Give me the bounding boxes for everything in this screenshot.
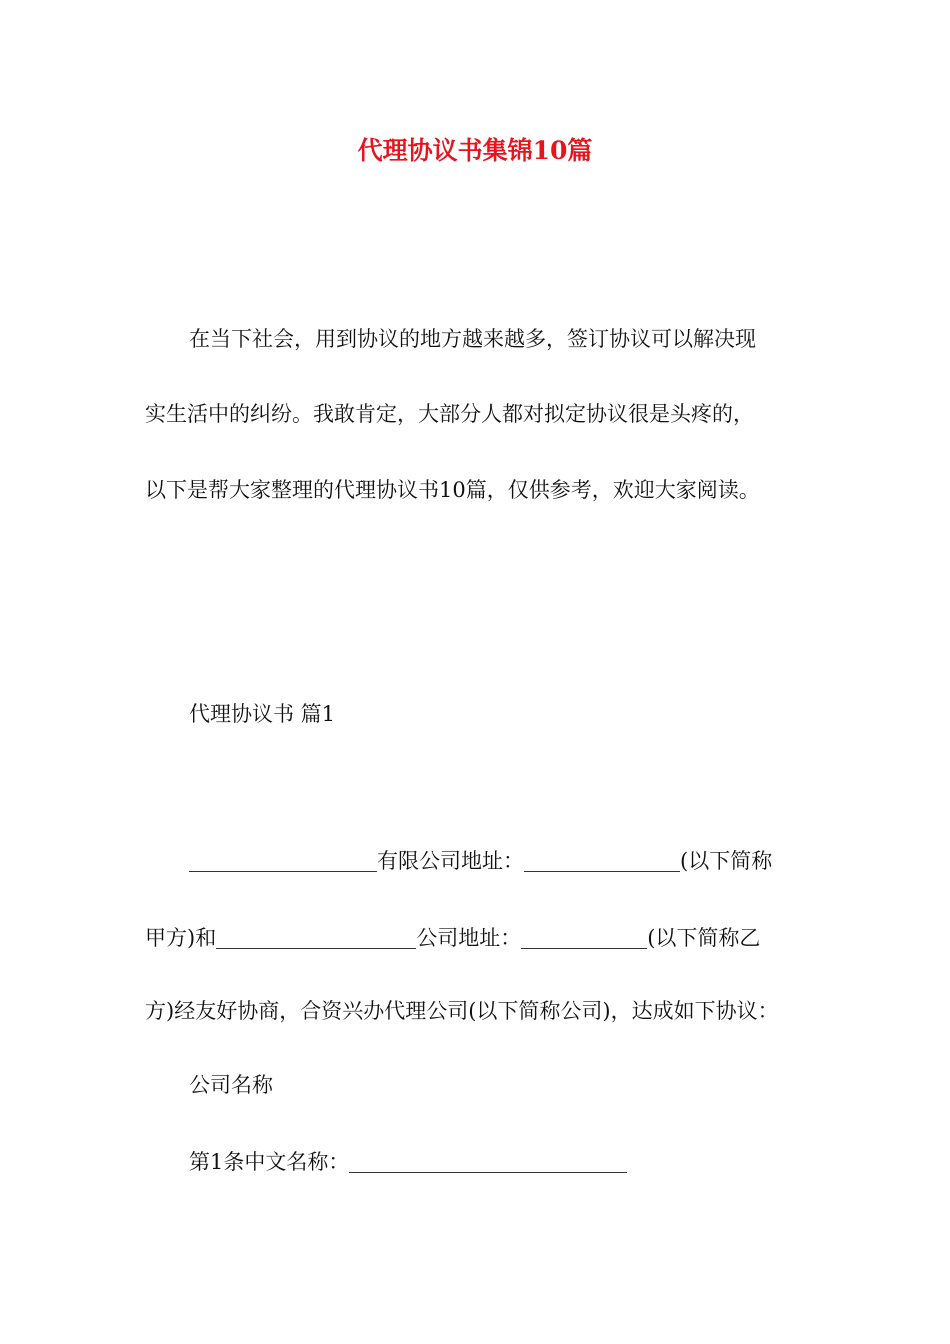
article-1-label: 第1条中文名称： bbox=[189, 1150, 350, 1174]
intro-line-2: 实生活中的纠纷。我敢肯定，大部分人都对拟定协议很是头疼的， bbox=[145, 402, 754, 426]
abbr-label-b: (以下简称乙 bbox=[647, 926, 761, 950]
party-b-address-blank bbox=[521, 928, 647, 949]
party-b-name-blank bbox=[216, 928, 416, 949]
party-a-and-text: 甲方)和 bbox=[145, 926, 217, 950]
chinese-name-blank bbox=[349, 1152, 627, 1173]
intro-line-3: 以下是帮大家整理的代理协议书10篇，仅供参考，欢迎大家阅读。 bbox=[145, 478, 760, 502]
party-b-address-label: 公司地址： bbox=[416, 926, 522, 950]
document-title: 代理协议书集锦10篇 bbox=[357, 136, 593, 165]
party-a-name-blank bbox=[189, 851, 377, 872]
agreement-paragraph-line-1 bbox=[189, 846, 772, 876]
article-1-line bbox=[189, 1147, 627, 1177]
agreement-paragraph-line-3: 方)经友好协商，合资兴办代理公司(以下简称公司)，达成如下协议： bbox=[145, 999, 779, 1023]
party-a-address-label: 有限公司地址： bbox=[377, 849, 524, 873]
section-heading: 代理协议书 篇1 bbox=[189, 702, 336, 726]
agreement-paragraph-line-2 bbox=[145, 923, 760, 953]
abbr-label-a: (以下简称 bbox=[680, 849, 773, 873]
company-name-heading: 公司名称 bbox=[189, 1073, 273, 1097]
intro-line-1: 在当下社会，用到协议的地方越来越多，签订协议可以解决现 bbox=[189, 327, 756, 351]
party-a-address-blank bbox=[524, 851, 680, 872]
